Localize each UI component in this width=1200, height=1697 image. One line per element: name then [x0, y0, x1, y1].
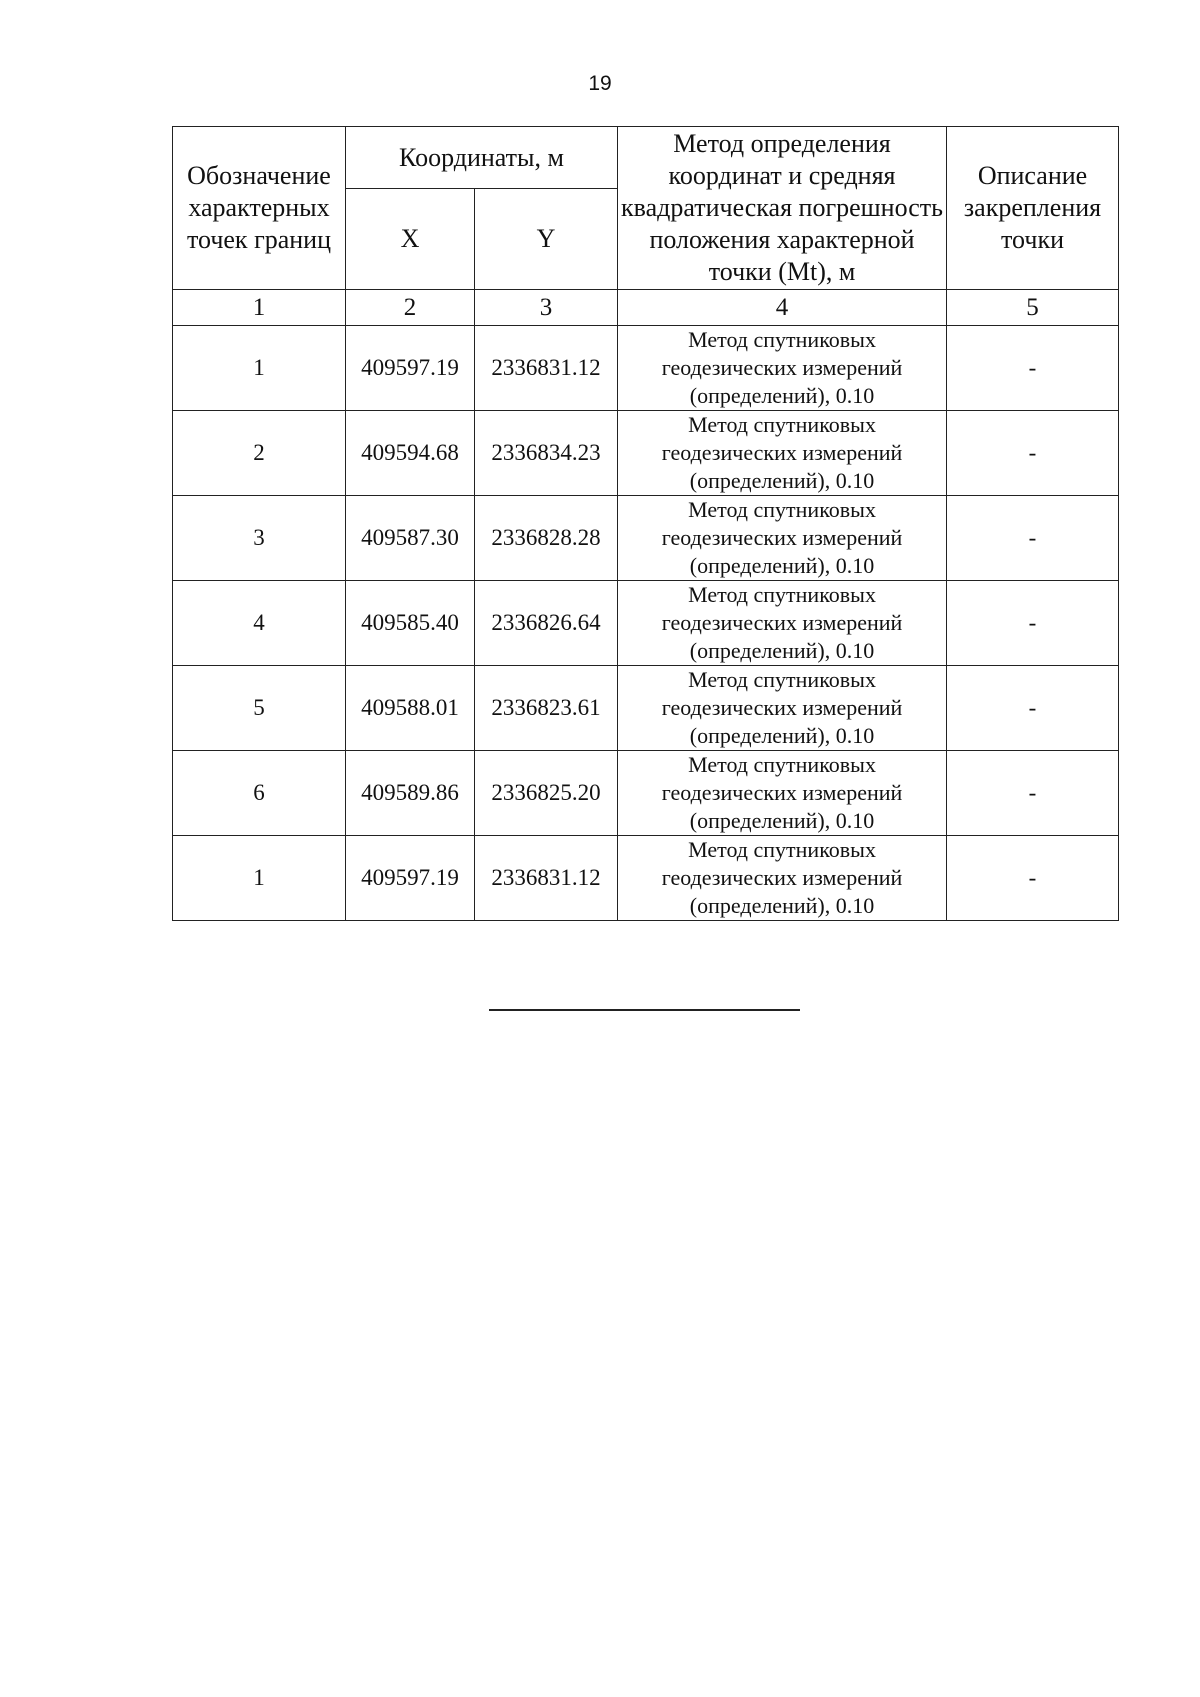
- method-cell: Метод спутниковых геодезических измерений (определений), 0.10: [618, 581, 947, 666]
- x-cell: 409597.19: [346, 326, 475, 411]
- table-row: [173, 666, 1119, 751]
- description-cell: -: [947, 666, 1119, 751]
- table-row: [173, 836, 1119, 921]
- description-cell: -: [947, 411, 1119, 496]
- table-row: [173, 411, 1119, 496]
- method-cell: Метод спутниковых геодезических измерений (определений), 0.10: [618, 496, 947, 581]
- y-cell: 2336834.23: [475, 411, 618, 496]
- point-cell: 1: [173, 326, 346, 411]
- point-cell: 5: [173, 666, 346, 751]
- description-cell: -: [947, 751, 1119, 836]
- header-coordinates: Координаты, м: [346, 127, 618, 189]
- column-number-2: 2: [346, 290, 475, 326]
- y-cell: 2336825.20: [475, 751, 618, 836]
- point-cell: 3: [173, 496, 346, 581]
- header-description: Описание закрепления точки: [947, 127, 1119, 290]
- header-y: Y: [475, 189, 618, 290]
- description-cell: -: [947, 581, 1119, 666]
- header-row-1: [173, 127, 1119, 189]
- description-cell: -: [947, 326, 1119, 411]
- x-cell: 409585.40: [346, 581, 475, 666]
- method-cell: Метод спутниковых геодезических измерений (определений), 0.10: [618, 411, 947, 496]
- x-cell: 409588.01: [346, 666, 475, 751]
- y-cell: 2336831.12: [475, 326, 618, 411]
- column-number-1: 1: [173, 290, 346, 326]
- point-cell: 4: [173, 581, 346, 666]
- point-cell: 2: [173, 411, 346, 496]
- end-of-document-line: [489, 1009, 800, 1011]
- column-number-row: [173, 290, 1119, 326]
- table-row: [173, 496, 1119, 581]
- header-designation: Обозначение характерных точек границ: [173, 127, 346, 290]
- table-row: [173, 326, 1119, 411]
- method-cell: Метод спутниковых геодезических измерений (определений), 0.10: [618, 751, 947, 836]
- description-cell: -: [947, 496, 1119, 581]
- y-cell: 2336823.61: [475, 666, 618, 751]
- y-cell: 2336828.28: [475, 496, 618, 581]
- description-cell: -: [947, 836, 1119, 921]
- method-cell: Метод спутниковых геодезических измерений (определений), 0.10: [618, 666, 947, 751]
- y-cell: 2336826.64: [475, 581, 618, 666]
- table-row: [173, 581, 1119, 666]
- point-cell: 1: [173, 836, 346, 921]
- column-number-5: 5: [947, 290, 1119, 326]
- y-cell: 2336831.12: [475, 836, 618, 921]
- x-cell: 409587.30: [346, 496, 475, 581]
- x-cell: 409594.68: [346, 411, 475, 496]
- page-number: 19: [588, 72, 612, 95]
- point-cell: 6: [173, 751, 346, 836]
- coordinates-table: [172, 126, 1119, 921]
- method-cell: Метод спутниковых геодезических измерений (определений), 0.10: [618, 326, 947, 411]
- x-cell: 409589.86: [346, 751, 475, 836]
- column-number-4: 4: [618, 290, 947, 326]
- header-x: X: [346, 189, 475, 290]
- header-method: Метод определения координат и средняя квадратическая погрешность положения характерной точки (Mt), м: [618, 127, 947, 290]
- method-cell: Метод спутниковых геодезических измерений (определений), 0.10: [618, 836, 947, 921]
- x-cell: 409597.19: [346, 836, 475, 921]
- column-number-3: 3: [475, 290, 618, 326]
- table-row: [173, 751, 1119, 836]
